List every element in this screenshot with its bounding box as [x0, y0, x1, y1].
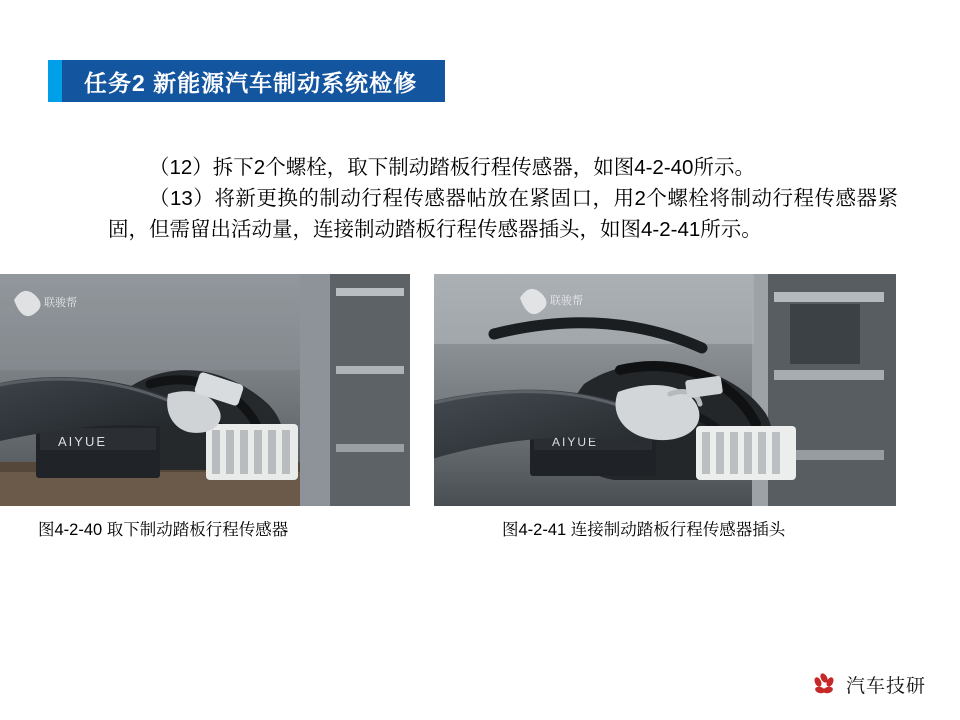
- figure-4-2-40: [0, 274, 410, 540]
- flower-logo-icon: [811, 672, 837, 698]
- page-title: 任务2 新能源汽车制动系统检修: [84, 69, 418, 96]
- paragraph-13: （13）将新更换的制动行程传感器帖放在紧固口，用2个螺栓将制动行程传感器紧固，但需留出活动量，连接制动踏板行程传感器插头，如图4-2-41所示。: [108, 187, 898, 242]
- svg-text:联骏帮: 联骏帮: [44, 297, 77, 309]
- slide-header: [48, 60, 445, 102]
- figure-caption-4-2-40: 图4-2-40 取下制动踏板行程传感器: [38, 521, 289, 539]
- body-text-block: [108, 152, 898, 245]
- figure-caption-4-2-41: 图4-2-41 连接制动踏板行程传感器插头: [502, 521, 786, 539]
- figure-4-2-41: [434, 274, 896, 540]
- photo-4-2-41: [434, 274, 896, 506]
- photo-4-2-40: [0, 274, 410, 506]
- header-title-bar: [62, 60, 445, 102]
- svg-text:AIYUE: AIYUE: [58, 434, 108, 449]
- svg-text:AIYUE: AIYUE: [552, 435, 599, 449]
- paragraph-12: （12）拆下2个螺栓，取下制动踏板行程传感器，如图4-2-40所示。: [149, 156, 755, 179]
- footer-brand-label: 汽车技研: [845, 676, 926, 697]
- svg-text:联骏帮: 联骏帮: [550, 295, 583, 307]
- footer-brand: [811, 671, 926, 698]
- header-accent-bar: [48, 60, 62, 102]
